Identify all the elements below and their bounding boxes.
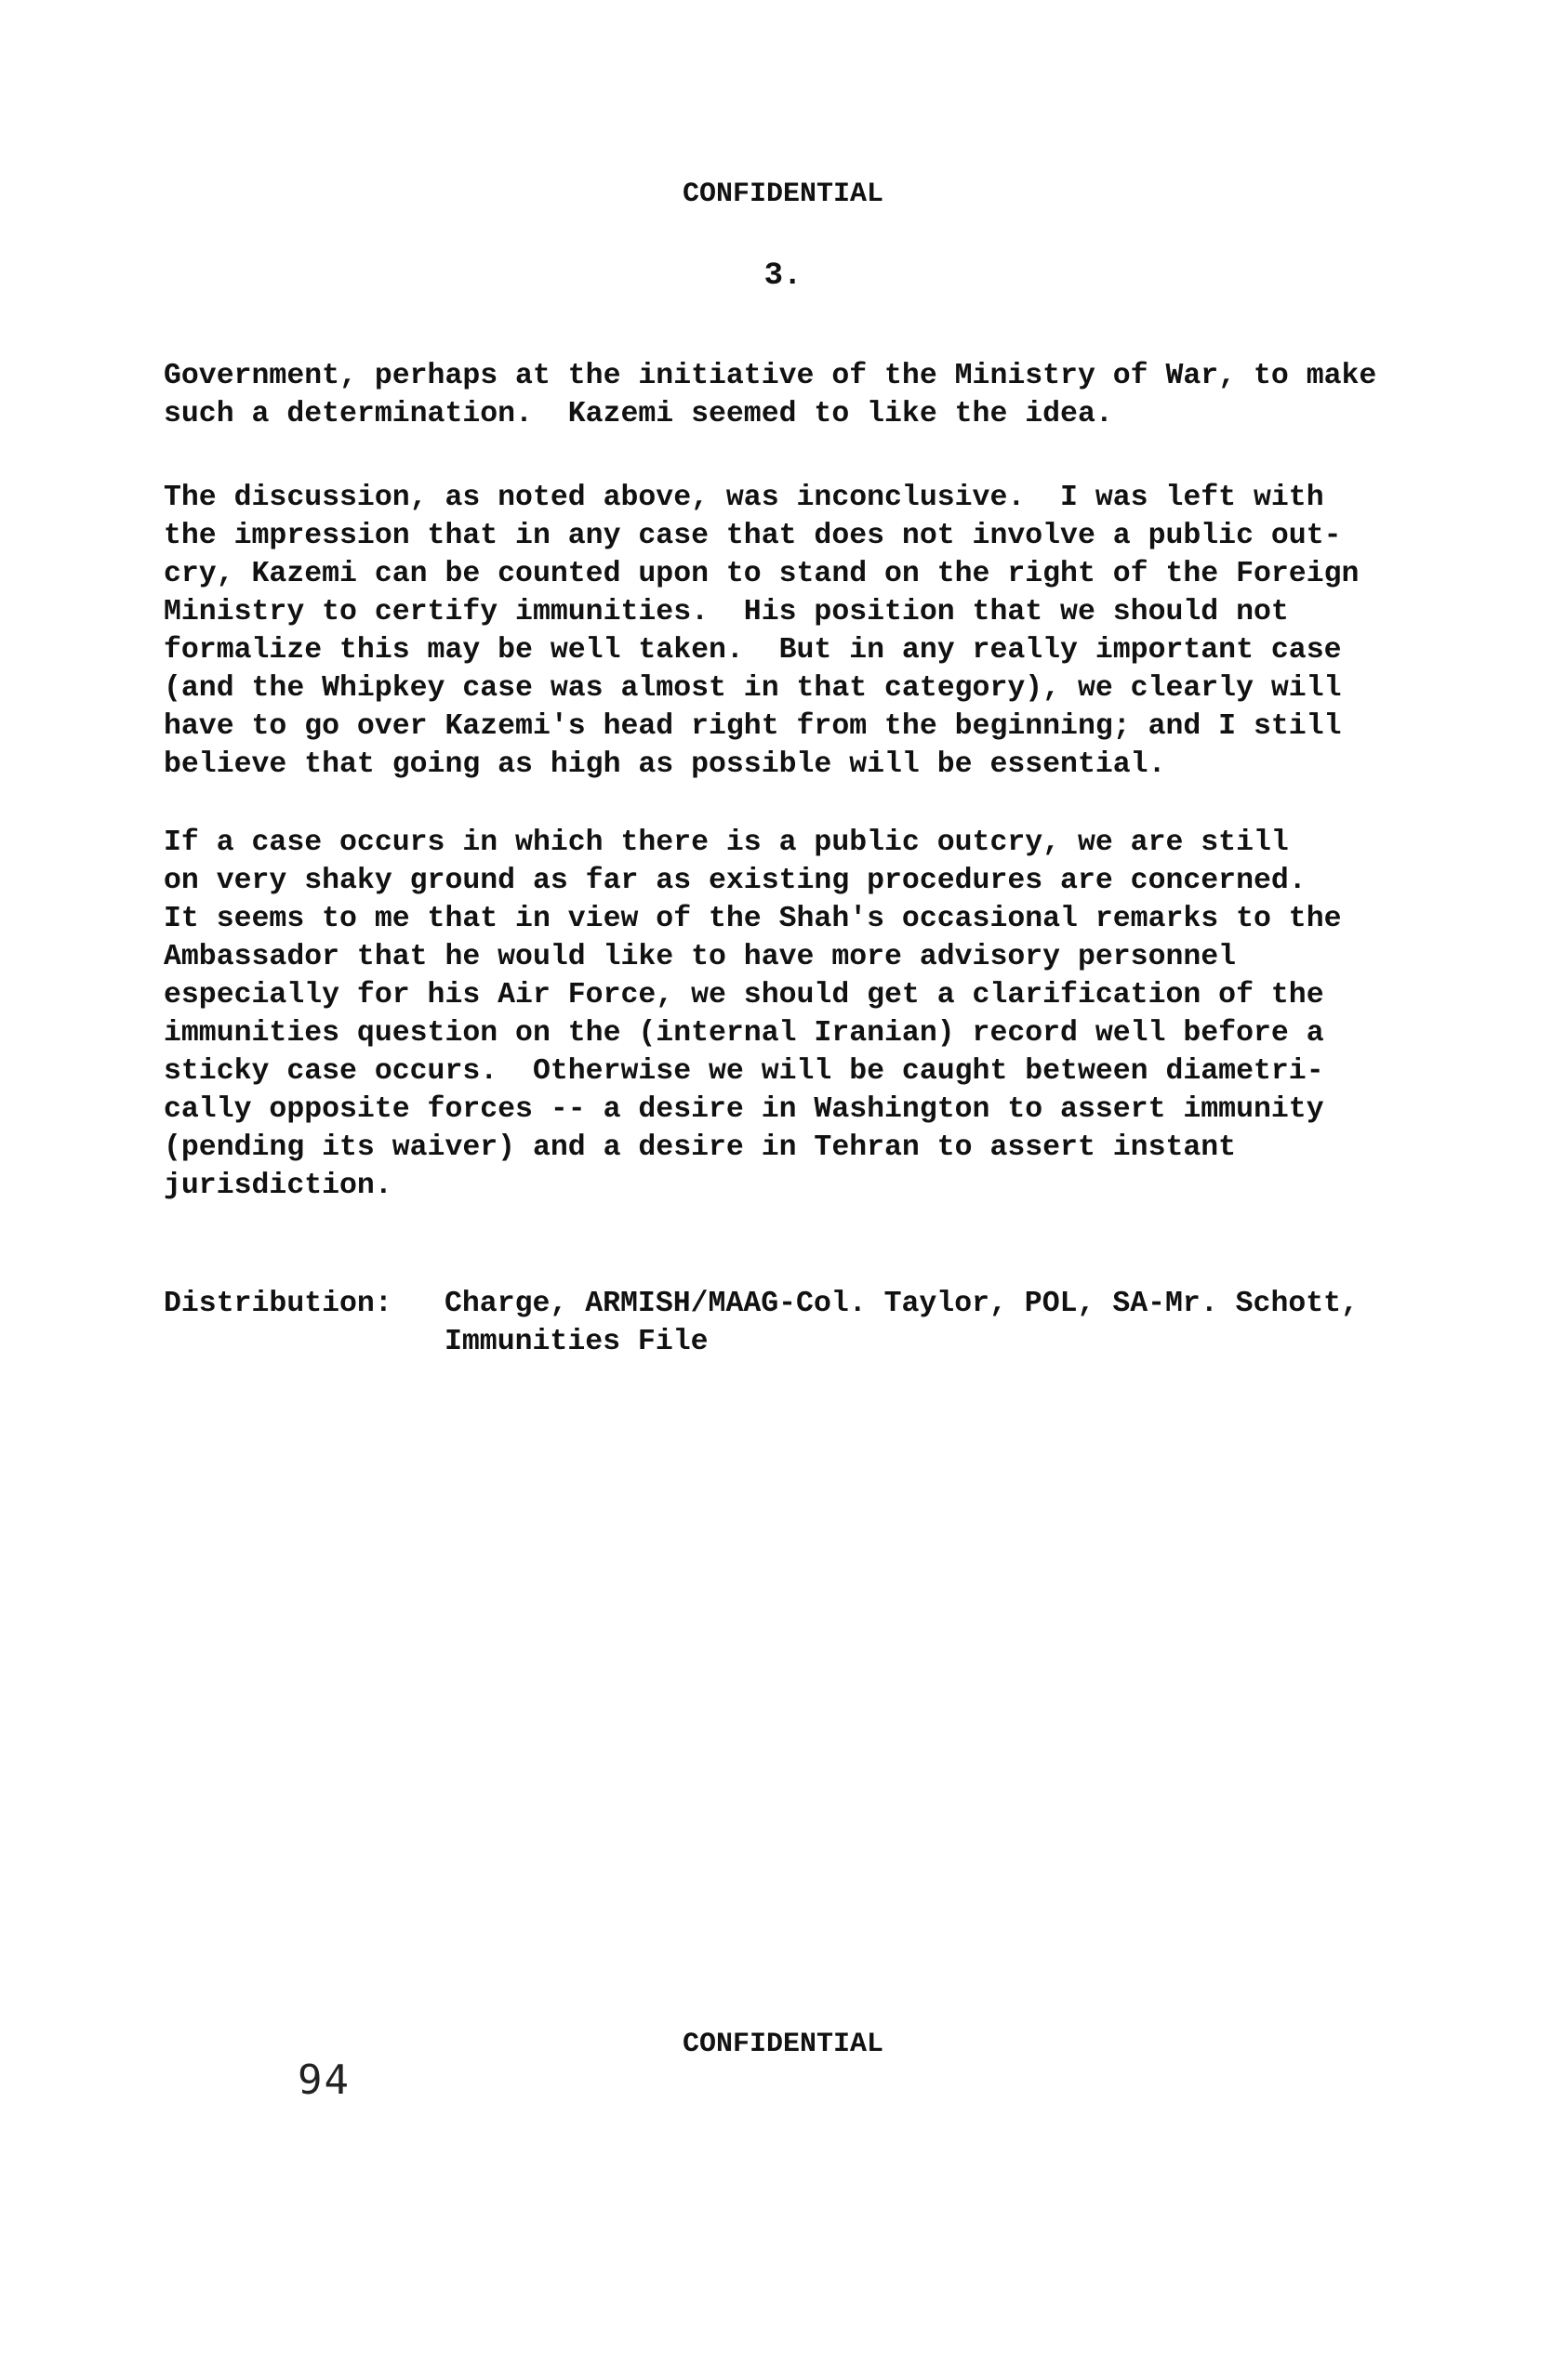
distribution-line: Charge, ARMISH/MAAG-Col. Taylor, POL, SA-Mr. Schott, — [445, 1288, 1359, 1320]
classification-footer: CONFIDENTIAL — [682, 2029, 884, 2060]
paragraph-3 — [164, 824, 1475, 1205]
page-number: 3. — [763, 258, 803, 294]
text-line: (pending its waiver) and a desire in Tehran to assert instant — [164, 1131, 1237, 1164]
text-line: cry, Kazemi can be counted upon to stand on the right of the Foreign — [164, 558, 1360, 590]
text-line: jurisdiction. — [164, 1170, 392, 1202]
archive-page-number: 94 — [298, 2056, 351, 2104]
text-line: especially for his Air Force, we should get a clarification of the — [164, 979, 1324, 1012]
text-line: the impression that in any case that does not involve a public out- — [164, 520, 1342, 552]
paragraph-2 — [164, 479, 1475, 784]
text-line: Government, perhaps at the initiative of the Ministry of War, to make — [164, 360, 1377, 392]
text-line: such a determination. Kazemi seemed to like the idea. — [164, 398, 1113, 430]
text-line: cally opposite forces -- a desire in Washington to assert immunity — [164, 1093, 1324, 1126]
text-line: (and the Whipkey case was almost in that category), we clearly will — [164, 672, 1342, 705]
paragraph-1 — [164, 357, 1475, 433]
text-line: formalize this may be well taken. But in any really important case — [164, 634, 1342, 667]
distribution-label: Distribution: — [164, 1288, 392, 1320]
text-line: on very shaky ground as far as existing procedures are concerned. — [164, 865, 1307, 897]
text-line: The discussion, as noted above, was inconclusive. I was left with — [164, 482, 1324, 514]
text-line: Ambassador that he would like to have more advisory personnel — [164, 941, 1237, 973]
distribution-list — [445, 1285, 1475, 1361]
text-line: have to go over Kazemi's head right from the beginning; and I still — [164, 710, 1342, 743]
distribution-line: Immunities File — [445, 1326, 709, 1358]
text-line: Ministry to certify immunities. His position that we should not — [164, 596, 1289, 628]
text-line: sticky case occurs. Otherwise we will be caught between diametri- — [164, 1055, 1324, 1088]
text-line: It seems to me that in view of the Shah's occasional remarks to the — [164, 903, 1342, 935]
text-line: believe that going as high as possible will be essential. — [164, 748, 1166, 781]
classification-header: CONFIDENTIAL — [682, 178, 884, 210]
text-line: If a case occurs in which there is a public outcry, we are still — [164, 826, 1289, 859]
text-line: immunities question on the (internal Iranian) record well before a — [164, 1017, 1324, 1050]
